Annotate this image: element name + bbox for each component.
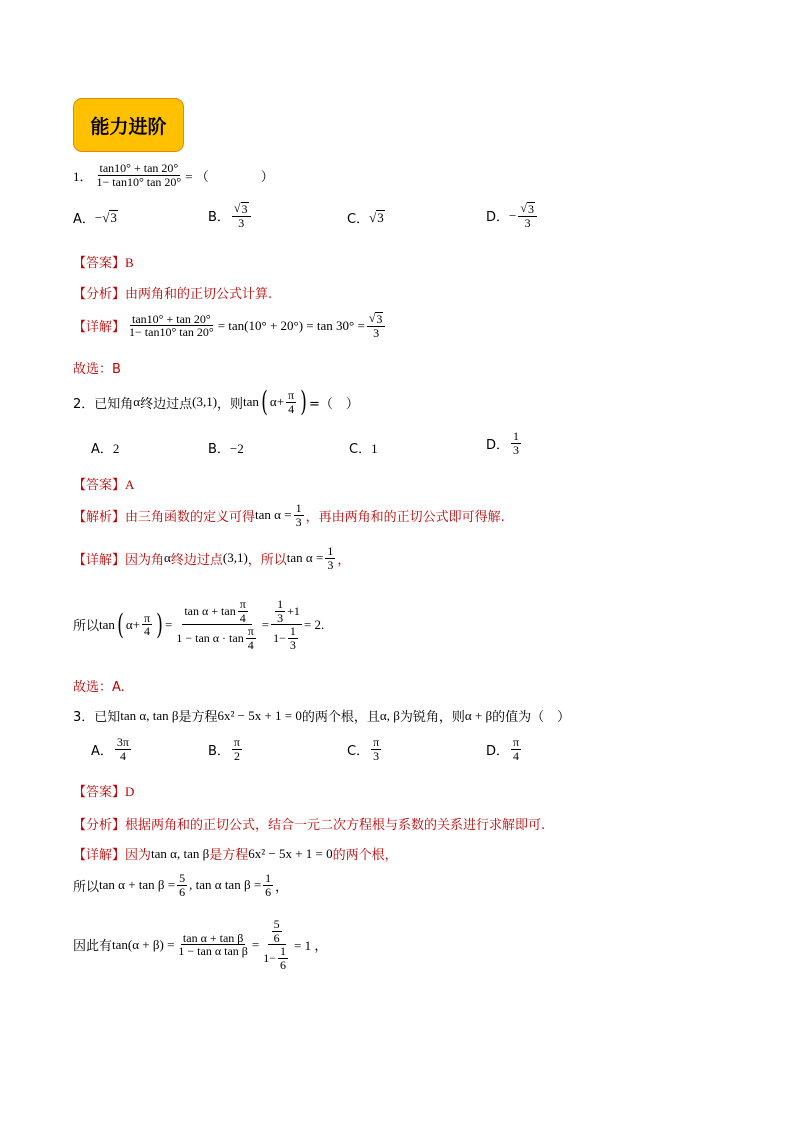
q2-analysis: 【解析】 由三角函数的定义可得 tan α = $\frac{1}{3}$ ，再由两角和的正切公式即可得解. [73,501,505,529]
q3-option-b: B． $\frac{\pi}{2}$ [208,735,240,763]
q3-derivation: 因此有 tan(α + β) = $\frac{\text{tan α + tan β}}{\text{1 − tan α tan β}}$ = $\frac{5}{6}$ 1− $\frac{1}{6}$ = 1 ， [73,917,328,972]
q1-blank: = （ ） [185,168,274,184]
q2-numeric-fraction: $\frac{1}{3}$ +1 1− $\frac{1}{3}$ [273,597,300,652]
q2-option-a: A．2 [91,441,120,457]
section-title: 能力进阶 [90,115,167,138]
q2-stem: 2．已知角 α 终边过点 (3,1) ，则 tan ( α + $\frac{\pi}{4}$ ) =（ ） [73,385,359,418]
q1-detail: 【详解】 $\frac{\tan 10^\circ + \tan 20^\circ}{1- \tan 10^\circ \tan 20^\circ}$ = tan(10° + 20°) = tan 30° = √ 3 3 [73,312,387,340]
q1-option-b: B． √ 3 3 [208,202,253,230]
section-title-badge [73,98,184,152]
q1-fraction: $\frac{\tan 10^\circ + \tan 20^\circ}{1- \tan 10^\circ \tan 20^\circ}$ [96,161,182,189]
sqrt-symbol: √ 3 [233,201,248,216]
q1-option-d: D． − √ 3 3 [486,202,539,230]
q3-analysis: 【分析】根据两角和的正切公式，结合一元二次方程根与系数的关系进行求解即可. [73,818,546,833]
q2-option-b: B．−2 [208,441,244,457]
q2-derivation: 所以 tan ( α + $\frac{\pi}{4}$ ) = tan α + tan $\frac{\pi}{4}$ 1 − tan α · tan $\frac{\pi}{4}$ = $\frac{1}{3}$ +1 1− $\frac{1}{3}$ = 2. [73,597,325,652]
q2-big-fraction: tan α + tan $\frac{\pi}{4}$ 1 − tan α · tan $\frac{\pi}{4}$ [176,597,254,652]
q3-stem: 3．已知 tan α, tan β 是方程 6x² − 5x + 1 = 0 的两个根，且 α, β 为锐角，则 α + β 的值为（ ） [73,707,571,725]
sqrt-symbol: √ 3 [102,209,117,225]
q3-answer: 【答案】D [73,784,135,800]
q1-answer: 【答案】B [73,255,134,271]
q3-option-c: C． $\frac{\pi}{3}$ [347,735,380,763]
q2-option-c: C．1 [349,441,378,457]
q1-stem [73,162,274,188]
q3-option-d: D． $\frac{\pi}{4}$ [486,735,520,763]
q1-option-c: C． √ 3 [347,209,384,227]
q2-detail: 【详解】 因为角 α 终边过点 (3,1) ，所以 tan α = $\frac{1}{3}$ ， [73,544,351,572]
q3-sum-product: 所以 tan α + tan β = $\frac{5}{6}$ , tan α tan β = $\frac{1}{6}$ ， [73,871,289,899]
q1-number: 1． [73,168,93,184]
q3-numeric-fraction: $\frac{5}{6}$ 1− $\frac{1}{6}$ [263,917,287,972]
q3-detail: 【详解】 因为 tan α, tan β 是方程 6x² − 5x + 1 = 0 的两个根， [73,845,398,863]
sqrt-symbol: √ 3 [520,201,534,216]
q2-answer: 【答案】A [73,477,135,493]
q2-choose: 故选：A. [73,680,125,695]
q2-option-d: D． $\frac{1}{3}$ [486,429,520,457]
sqrt-symbol: √ 3 [369,209,384,225]
sqrt-symbol: √ 3 [368,311,383,326]
q1-option-a: A． − √ 3 [73,209,117,227]
q1-choose: 故选：B [73,362,121,377]
q1-analysis: 【分析】由两角和的正切公式计算. [73,287,273,302]
q3-option-a: A． $\frac{3\pi}{4}$ [91,735,129,763]
